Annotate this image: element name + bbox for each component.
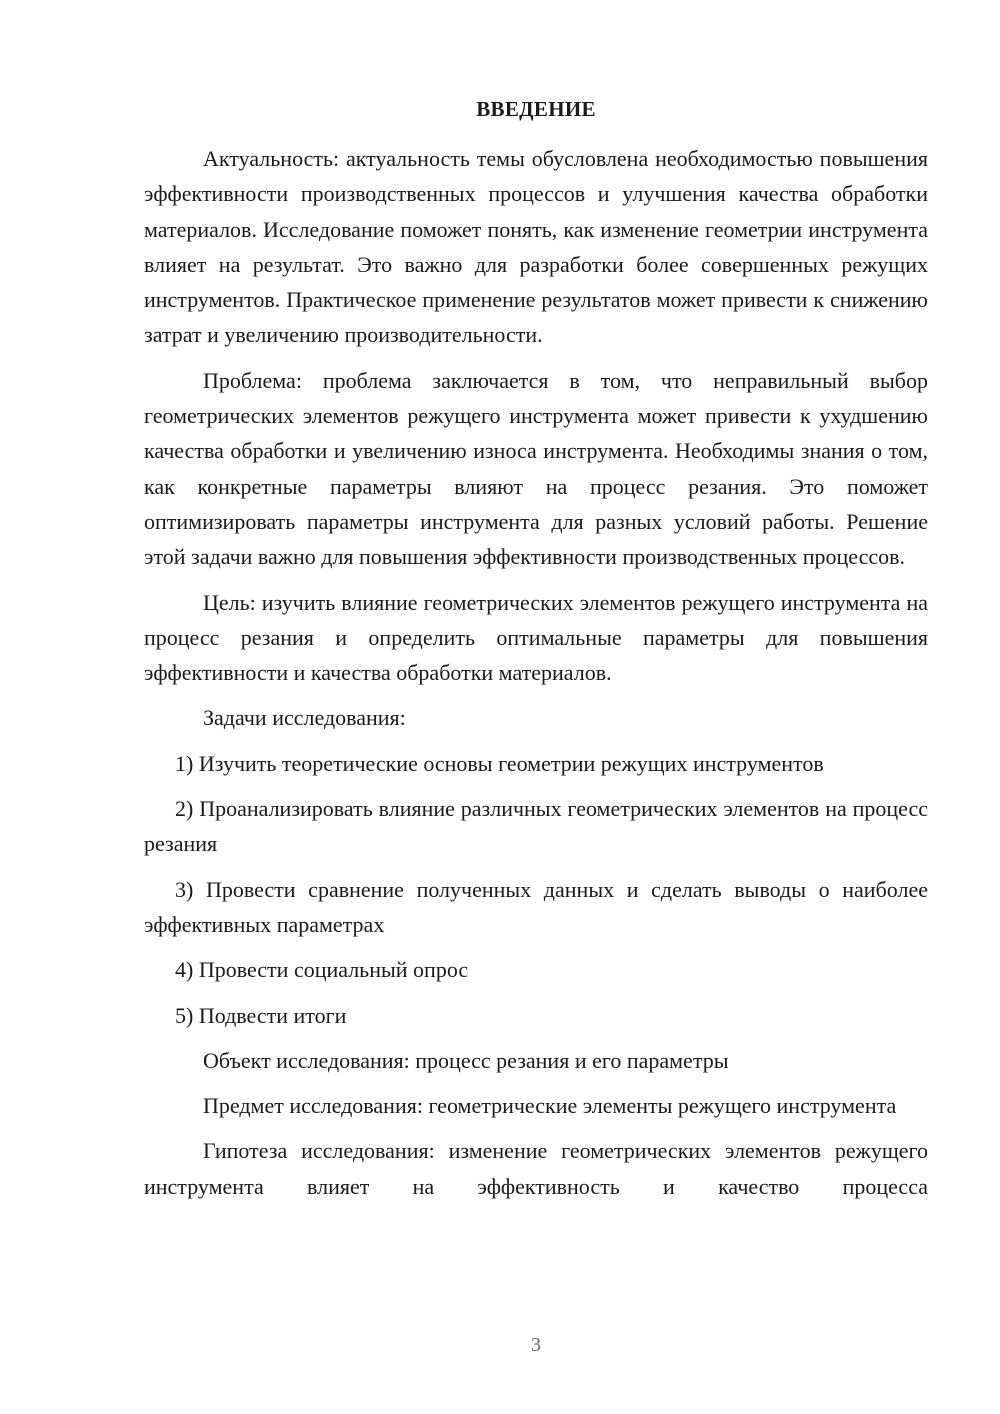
tasks-heading: Задачи исследования: [203,705,406,731]
task-item-1: 1) Изучить теоретические основы геометрии режущих инструментов [175,750,824,776]
page-title: ВВЕДЕНИЕ [476,97,596,121]
task-item-2: 2) Проанализировать влияние различных геометрических элементов на процесс резания [144,796,928,857]
paragraph-relevance: Актуальность: актуальность темы обусловлена необходимостью повышения эффективности производственных процессов и улучшения качества обработки материалов. Исследование поможет понять, как изменение геометрии инструмента влияет на результат. Это важно для разработки более совершенных режущих инструментов. Практическое применение результатов может привести к снижению затрат и увеличению производительности. [144,146,928,348]
paragraph-problem: Проблема: проблема заключается в том, что неправильный выбор геометрических элементов режущего инструмента может привести к ухудшению качества обработки и увеличению износа инструмента. Необходимы знания о том, как конкретные параметры влияют на процесс резания. Это поможет оптимизировать параметры инструмента для разных условий работы. Решение этой задачи важно для повышения эффективности производственных процессов. [144,367,928,570]
page-number: 3 [531,1334,541,1356]
task-item-5: 5) Подвести итоги [175,1002,347,1028]
task-item-4: 4) Провести социальный опрос [175,957,469,983]
document-body [144,141,928,1204]
paragraph-object: Объект исследования: процесс резания и его параметры [203,1047,729,1073]
paragraph-hypothesis: Гипотеза исследования: изменение геометрических элементов режущего инструмента влияет на эффективность и качество процесса [144,1138,928,1199]
task-item-3: 3) Провести сравнение полученных данных и сделать выводы о наиболее эффективных параметрах [144,876,928,937]
paragraph-goal: Цель: изучить влияние геометрических элементов режущего инструмента на процесс резания и определить оптимальные параметры для повышения эффективности и качества обработки материалов. [144,589,928,686]
paragraph-subject: Предмет исследования: геометрические элементы режущего инструмента [203,1093,897,1119]
